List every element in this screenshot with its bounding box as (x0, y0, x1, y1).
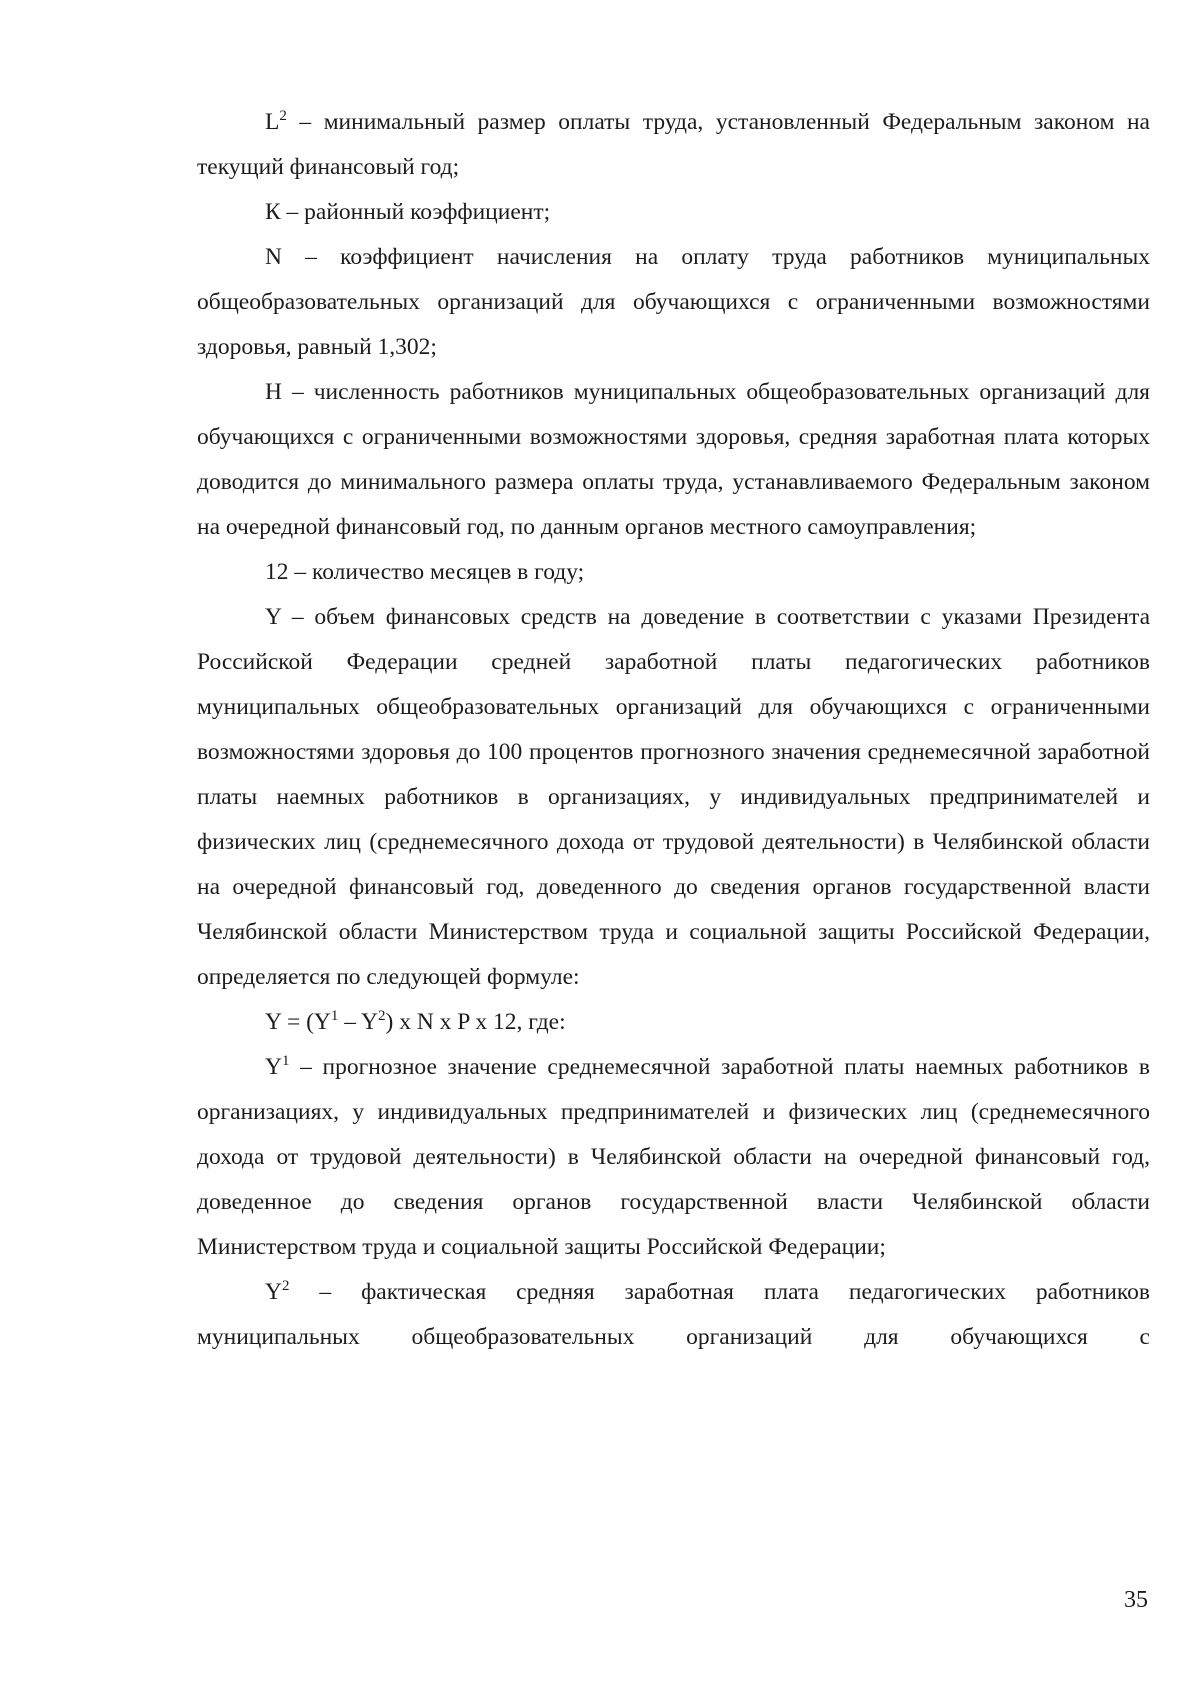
l2-text: – минимальный размер оплаты труда, установленный Федеральным законом на текущий финансовый год; (197, 109, 1150, 180)
y2-text: – фактическая средняя заработная плата педагогических работников муниципальных общеобразовательных организаций для обучающихся с (197, 1279, 1150, 1350)
formula-end: ) x N x P x 12, где: (385, 1009, 566, 1035)
paragraph-l2-definition (197, 100, 1150, 190)
paragraph-y1-definition (197, 1045, 1150, 1270)
paragraph-months-definition: 12 – количество месяцев в году; (265, 559, 585, 585)
y1-symbol: Y (265, 1054, 282, 1080)
paragraph-k-definition: К – районный коэффициент; (265, 199, 551, 225)
y2-symbol: Y (265, 1279, 282, 1305)
formula-sup1: 1 (330, 1008, 339, 1024)
y2-superscript: 2 (281, 1278, 290, 1294)
formula-sup2: 2 (378, 1008, 386, 1024)
y1-superscript: 1 (281, 1053, 290, 1069)
paragraph-y2-definition (197, 1270, 1150, 1360)
y1-text: – прогнозное значение среднемесячной заработной платы наемных работников в организациях, у индивидуальных предпринимателей и физических лиц (среднемесячного дохода от трудовой деятельности) в Челябинской области на очередной финансовый год, доведенное до сведения органов государственной власти Челябинской области Министерством труда и социальной защиты Российской Федерации; (197, 1054, 1150, 1260)
l2-symbol: L (265, 109, 280, 135)
formula-start: Y = (Y (265, 1009, 331, 1035)
l2-superscript: 2 (279, 108, 287, 124)
paragraph-h-definition: Н – численность работников муниципальных общеобразовательных организаций для обучающихся с ограниченными возможностями здоровья, средняя заработная плата которых доводится до минимального размера оплаты труда, устанавливаемого Федеральным законом на очередной финансовый год, по данным органов местного самоуправления; (197, 379, 1150, 540)
formula-mid: – Y (338, 1009, 379, 1035)
page-number: 35 (1124, 1587, 1148, 1613)
paragraph-n-definition: N – коэффициент начисления на оплату труда работников муниципальных общеобразовательных организаций для обучающихся с ограниченными возможностями здоровья, равный 1,302; (197, 244, 1150, 360)
formula-y (197, 1000, 1150, 1045)
document-body (197, 100, 1150, 1360)
paragraph-y-definition: Y – объем финансовых средств на доведение в соответствии с указами Президента Российской Федерации средней заработной платы педагогических работников муниципальных общеобразовательных организаций для обучающихся с ограниченными возможностями здоровья до 100 процентов прогнозного значения среднемесячной заработной платы наемных работников в организациях, у индивидуальных предпринимателей и физических лиц (среднемесячного дохода от трудовой деятельности) в Челябинской области на очередной финансовый год, доведенного до сведения органов государственной власти Челябинской области Министерством труда и социальной защиты Российской Федерации, определяется по следующей формуле: (197, 604, 1150, 990)
